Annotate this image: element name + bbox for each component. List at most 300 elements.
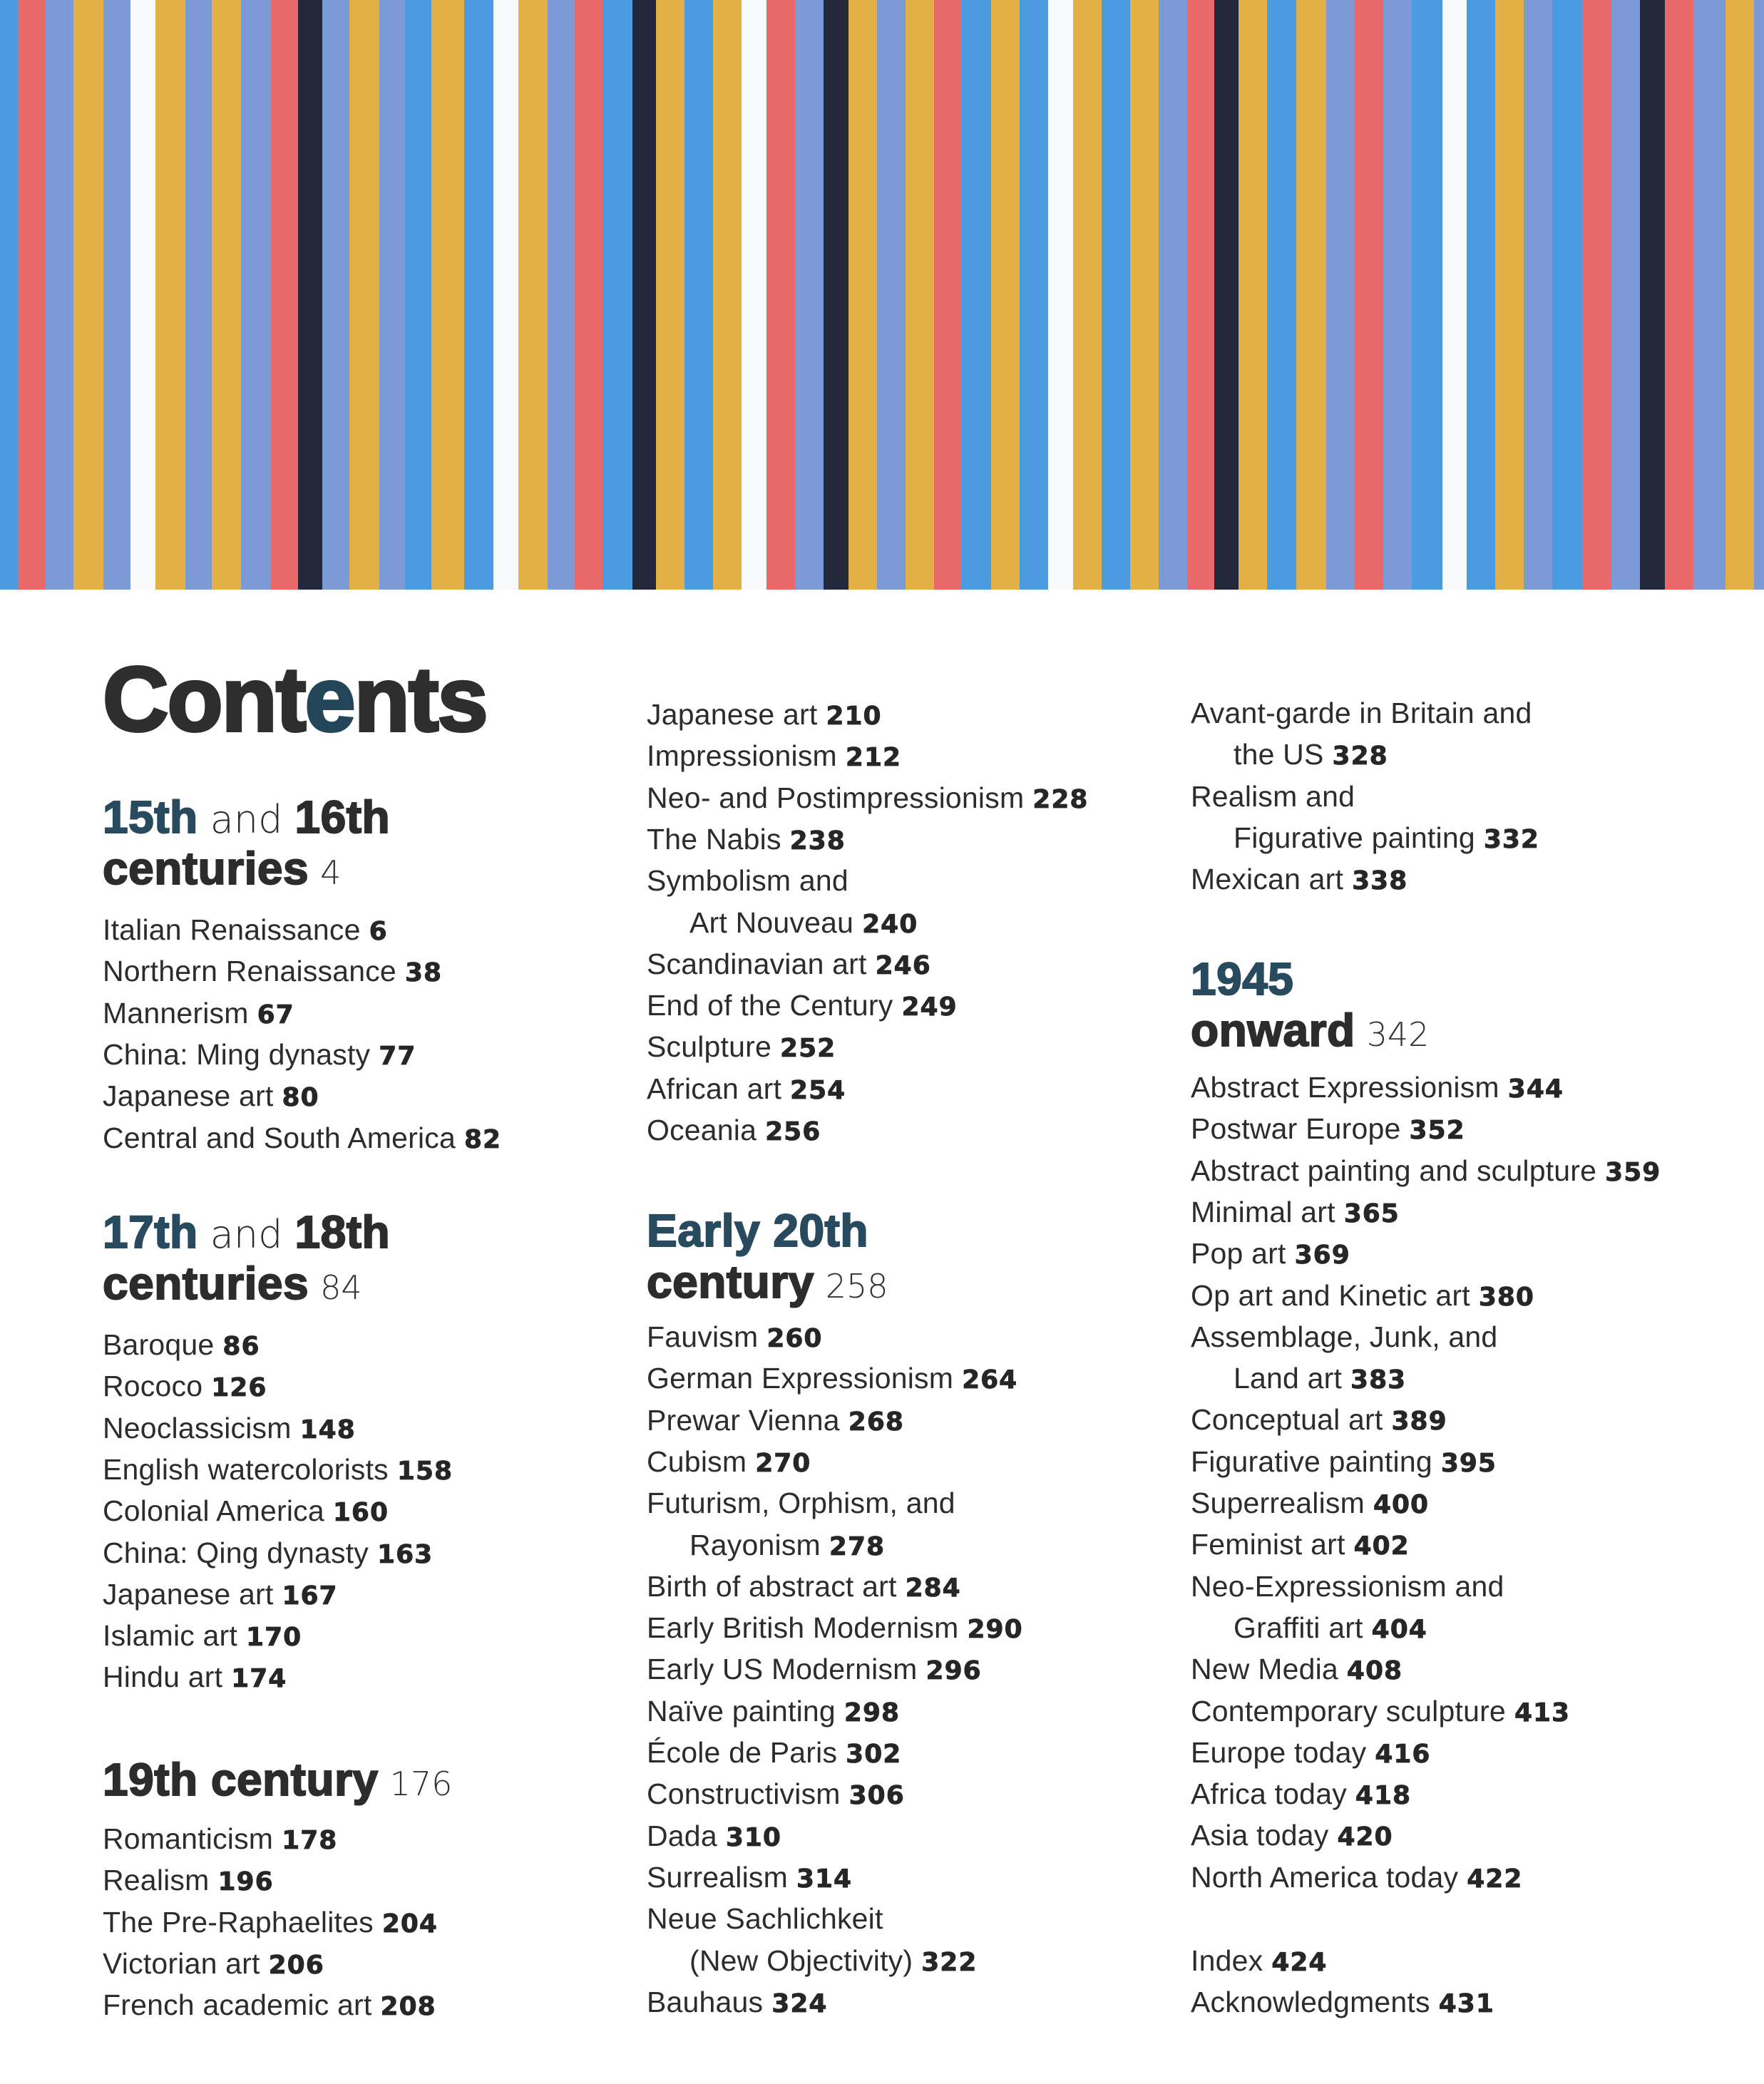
toc-entry[interactable]	[1191, 1399, 1447, 1442]
toc-entry-label: Surrealism	[647, 1860, 788, 1894]
toc-entry[interactable]	[647, 1316, 822, 1360]
toc-entry-label: English watercolorists	[103, 1452, 389, 1486]
toc-entry[interactable]	[103, 1532, 433, 1576]
toc-entry-label: North America today	[1191, 1860, 1459, 1894]
stripe-blue	[405, 0, 431, 590]
section-heading	[647, 1256, 888, 1320]
toc-entry-page-number: 290	[967, 1615, 1023, 1645]
section-heading-text: onward	[1191, 1005, 1355, 1056]
stripe-blue	[1412, 0, 1442, 590]
toc-entry[interactable]	[1191, 858, 1407, 902]
toc-entry[interactable]	[1191, 692, 1532, 734]
toc-entry[interactable]	[1191, 734, 1388, 777]
toc-entry-label: Prewar Vienna	[647, 1403, 840, 1437]
section-heading-text: 17th	[103, 1206, 198, 1258]
toc-entry-page-number: 344	[1507, 1074, 1564, 1104]
toc-entry-label: Central and South America	[103, 1121, 456, 1154]
stripe-periwinkle	[795, 0, 824, 590]
toc-entry[interactable]	[647, 735, 901, 779]
stripe-gold	[1725, 0, 1754, 590]
toc-entry-page-number: 395	[1440, 1448, 1497, 1478]
section-heading-connector: and	[198, 797, 295, 842]
header-stripe-artwork	[0, 0, 1764, 590]
section-heading	[1191, 1005, 1429, 1069]
stripe-blue	[1267, 0, 1296, 590]
toc-entry[interactable]	[1191, 1690, 1570, 1734]
section-heading-text: centuries	[103, 843, 309, 894]
section-page-number: 176	[389, 1765, 453, 1803]
toc-entry[interactable]	[103, 1075, 319, 1119]
stripe-periwinkle	[1326, 0, 1355, 590]
toc-entry-label: African art	[647, 1072, 782, 1105]
toc-entry-label: Index	[1191, 1944, 1263, 1977]
stripe-navy	[824, 0, 848, 590]
toc-entry-page-number: 6	[369, 917, 388, 946]
toc-entry-page-number: 82	[464, 1124, 502, 1154]
stripe-navy	[298, 0, 322, 590]
stripe-navy	[632, 0, 656, 590]
toc-entry-page-number: 80	[282, 1083, 319, 1113]
stripe-blue	[1020, 0, 1048, 590]
toc-entry[interactable]	[1191, 1150, 1661, 1194]
toc-entry-label: Neue Sachlichkeit	[647, 1902, 883, 1936]
toc-entry[interactable]	[103, 909, 388, 953]
toc-entry-label: École de Paris	[647, 1736, 838, 1769]
toc-entry-label: French academic art	[103, 1988, 372, 2022]
stripe-periwinkle	[548, 0, 575, 590]
toc-entry-page-number: 324	[771, 1988, 828, 2018]
stripe-periwinkle	[1159, 0, 1187, 590]
section-heading	[103, 843, 341, 907]
toc-entry-page-number: 284	[905, 1573, 961, 1603]
toc-entry-page-number: 408	[1346, 1656, 1403, 1686]
toc-entry-label: Sculpture	[647, 1030, 772, 1064]
toc-entry[interactable]	[647, 818, 846, 862]
toc-entry-label: The Nabis	[647, 822, 781, 856]
toc-entry-page-number: 254	[790, 1075, 846, 1105]
toc-entry[interactable]	[103, 1615, 302, 1658]
toc-entry-label: Africa today	[1191, 1777, 1347, 1811]
toc-entry-page-number: 422	[1467, 1864, 1523, 1894]
toc-entry[interactable]	[103, 1574, 338, 1617]
stripe-gold	[906, 0, 934, 590]
toc-entry-label: Dada	[647, 1819, 717, 1852]
toc-entry-page-number: 228	[1032, 784, 1089, 814]
stripe-periwinkle	[241, 0, 271, 590]
stripe-white	[1048, 0, 1073, 590]
section-page-number: 84	[320, 1268, 362, 1307]
section-heading	[103, 1258, 362, 1322]
toc-entry-page-number: 206	[268, 1950, 324, 1980]
section-heading	[103, 1754, 452, 1818]
toc-entry[interactable]	[103, 1984, 436, 2028]
stripe-periwinkle	[103, 0, 130, 590]
toc-entry[interactable]	[647, 943, 931, 987]
toc-entry[interactable]	[647, 694, 882, 737]
toc-entry-label: New Media	[1191, 1653, 1338, 1686]
stripe-gold	[713, 0, 742, 590]
toc-entry[interactable]	[1191, 1940, 1327, 1983]
stripe-gold	[1239, 0, 1267, 590]
stripe-blue	[602, 0, 632, 590]
stripe-periwinkle	[1611, 0, 1640, 590]
stripe-periwinkle	[322, 0, 349, 590]
toc-entry-label: Northern Renaissance	[103, 955, 396, 988]
toc-entry-page-number: 400	[1373, 1490, 1430, 1519]
title-part: Cont	[103, 649, 305, 751]
toc-entry-page-number: 306	[848, 1781, 905, 1811]
toc-entry-label: Land art	[1234, 1362, 1343, 1395]
toc-entry[interactable]	[647, 1068, 846, 1112]
toc-entry-page-number: 268	[848, 1407, 904, 1437]
toc-entry-label: Avant-garde in Britain and	[1191, 697, 1532, 729]
toc-entry-page-number: 332	[1483, 824, 1539, 854]
stripe-red	[18, 0, 46, 590]
stripe-navy	[1640, 0, 1665, 590]
toc-entry-label: End of the Century	[647, 989, 893, 1022]
toc-entry[interactable]	[103, 1407, 356, 1451]
stripe-white	[1442, 0, 1467, 590]
toc-entry[interactable]	[1191, 1732, 1430, 1775]
toc-entry-label: Hindu art	[103, 1660, 223, 1694]
stripe-red	[271, 0, 298, 590]
toc-entry[interactable]	[647, 1648, 982, 1692]
stripe-gold	[518, 0, 548, 590]
toc-entry[interactable]	[1191, 817, 1539, 861]
stripe-white	[130, 0, 155, 590]
toc-entry-page-number: 413	[1514, 1698, 1571, 1728]
toc-entry[interactable]	[103, 1365, 267, 1409]
toc-entry-page-number: 431	[1438, 1989, 1494, 2019]
toc-entry-page-number: 160	[332, 1498, 389, 1528]
toc-entry-page-number: 67	[257, 1000, 294, 1030]
toc-entry-page-number: 208	[380, 1992, 436, 2022]
toc-entry-page-number: 404	[1371, 1614, 1427, 1644]
toc-entry[interactable]	[103, 1324, 260, 1367]
toc-entry-page-number: 163	[377, 1539, 434, 1569]
toc-entry-label: Neoclassicism	[103, 1411, 292, 1444]
stripe-blue	[1102, 0, 1130, 590]
stripe-periwinkle	[379, 0, 405, 590]
toc-entry-label: German Expressionism	[647, 1362, 954, 1395]
toc-entry-page-number: 314	[796, 1864, 853, 1894]
toc-entry[interactable]	[647, 1026, 836, 1069]
toc-entry[interactable]	[1191, 1357, 1406, 1401]
stripe-red	[575, 0, 602, 590]
toc-entry[interactable]	[647, 1981, 827, 2025]
toc-entry[interactable]	[647, 1357, 1017, 1401]
toc-entry-label: Contemporary sculpture	[1191, 1694, 1506, 1728]
section-heading-text: 19th century	[103, 1754, 379, 1805]
toc-entry-label: China: Qing dynasty	[103, 1536, 369, 1569]
toc-entry-page-number: 178	[282, 1826, 338, 1855]
toc-entry-label: Victorian art	[103, 1946, 260, 1980]
toc-entry-label: Futurism, Orphism, and	[647, 1487, 955, 1520]
toc-entry[interactable]	[1191, 1981, 1494, 2025]
toc-entry-label: Baroque	[103, 1328, 215, 1361]
toc-entry[interactable]	[647, 1940, 977, 1983]
stripe-gold	[1130, 0, 1159, 590]
toc-entry-label: Minimal art	[1191, 1195, 1335, 1228]
toc-entry-label: Abstract Expressionism	[1191, 1071, 1499, 1104]
toc-entry-label: Naïve painting	[647, 1694, 836, 1728]
toc-entry[interactable]	[647, 777, 1088, 821]
toc-entry-page-number: 310	[725, 1822, 781, 1852]
toc-entry-page-number: 167	[282, 1581, 338, 1611]
toc-entry[interactable]	[103, 1034, 416, 1077]
page-title	[103, 649, 487, 751]
toc-entry-label: Feminist art	[1191, 1528, 1345, 1561]
stripe-gold	[349, 0, 379, 590]
toc-entry-label: Europe today	[1191, 1735, 1367, 1769]
toc-entry[interactable]	[1191, 1524, 1410, 1567]
toc-entry-label: the US	[1234, 738, 1324, 771]
stripe-white	[493, 0, 518, 590]
toc-entry[interactable]	[1191, 1814, 1393, 1858]
toc-entry-page-number: 352	[1409, 1116, 1465, 1146]
toc-entry[interactable]	[103, 1943, 324, 1986]
toc-entry-label: Neo-Expressionism and	[1191, 1569, 1504, 1603]
toc-entry[interactable]	[103, 1117, 501, 1161]
toc-entry[interactable]	[103, 1818, 337, 1862]
toc-entry-label: Op art and Kinetic art	[1191, 1278, 1470, 1312]
toc-entry[interactable]	[1191, 1108, 1465, 1151]
toc-entry[interactable]	[103, 1490, 389, 1534]
toc-entry[interactable]	[1191, 1441, 1497, 1484]
toc-entry[interactable]	[647, 1441, 811, 1484]
toc-entry-label: Islamic art	[103, 1619, 238, 1653]
toc-entry-page-number: 126	[211, 1373, 267, 1403]
toc-entry-label: Acknowledgments	[1191, 1986, 1430, 2019]
stripe-gold	[212, 0, 241, 590]
toc-entry[interactable]	[103, 992, 294, 1036]
stripe-blue	[1467, 0, 1495, 590]
title-part: nts	[354, 649, 487, 751]
toc-entry-label: Asia today	[1191, 1819, 1329, 1852]
stripe-red	[1665, 0, 1693, 590]
toc-entry[interactable]	[647, 860, 848, 901]
toc-entry[interactable]	[647, 1690, 900, 1734]
toc-entry[interactable]	[103, 1449, 453, 1492]
toc-entry[interactable]	[647, 1566, 961, 1609]
toc-entry[interactable]	[1191, 1316, 1497, 1357]
toc-entry-label: Mannerism	[103, 996, 249, 1030]
toc-entry-page-number: 148	[299, 1415, 356, 1444]
stripe-red	[934, 0, 961, 590]
toc-entry-label: Figurative painting	[1234, 821, 1475, 854]
section-heading-text: century	[647, 1256, 814, 1308]
toc-entry-page-number: 389	[1391, 1407, 1447, 1437]
stripe-periwinkle	[1524, 0, 1552, 590]
stripe-red	[766, 0, 795, 590]
stripe-red	[1583, 0, 1611, 590]
section-heading-text: centuries	[103, 1258, 309, 1309]
toc-entry-page-number: 338	[1352, 866, 1408, 896]
toc-entry-label: Mexican art	[1191, 863, 1344, 896]
stripe-blue	[464, 0, 493, 590]
section-heading-connector: and	[198, 1212, 295, 1257]
toc-entry-label: Early US Modernism	[647, 1653, 918, 1686]
toc-entry-label: Fauvism	[647, 1320, 759, 1353]
toc-entry-label: Colonial America	[103, 1494, 324, 1528]
toc-entry[interactable]	[647, 1898, 883, 1939]
toc-entry-label: Bauhaus	[647, 1985, 764, 2018]
toc-entry-label: Assemblage, Junk, and	[1191, 1320, 1498, 1353]
title-accent-letter: e	[304, 649, 354, 751]
toc-entry-label: Impressionism	[647, 739, 837, 773]
toc-entry-page-number: 212	[845, 743, 902, 773]
toc-entry-label: Japanese art	[103, 1577, 274, 1611]
stripe-blue	[961, 0, 991, 590]
stripe-red	[1187, 0, 1214, 590]
toc-entry-page-number: 270	[755, 1448, 811, 1478]
toc-entry-page-number: 196	[217, 1867, 274, 1897]
stripe-gold	[848, 0, 877, 590]
toc-entry-page-number: 418	[1355, 1781, 1412, 1811]
toc-entry[interactable]	[647, 1607, 1023, 1651]
toc-entry[interactable]	[647, 1732, 901, 1775]
toc-entry-page-number: 298	[843, 1698, 901, 1728]
toc-entry-label: Scandinavian art	[647, 947, 867, 980]
toc-entry-page-number: 424	[1271, 1948, 1328, 1977]
toc-entry-label: Oceania	[647, 1114, 757, 1146]
toc-entry-page-number: 38	[404, 958, 443, 988]
toc-entry[interactable]	[647, 1773, 905, 1817]
section-heading-text: Early 20th	[647, 1205, 868, 1256]
toc-entry[interactable]	[1191, 1191, 1400, 1235]
section-page-number: 4	[320, 853, 342, 892]
section-heading-text: 18th	[294, 1206, 391, 1258]
stripe-periwinkle	[1754, 0, 1764, 590]
toc-entry-page-number: 420	[1337, 1822, 1393, 1852]
stripe-gold	[1296, 0, 1326, 590]
toc-entry-label: Constructivism	[647, 1777, 841, 1811]
toc-entry[interactable]	[1191, 1648, 1403, 1692]
toc-entry[interactable]	[1191, 776, 1355, 817]
toc-entry-label: Italian Renaissance	[103, 913, 361, 946]
toc-entry[interactable]	[647, 1109, 821, 1153]
toc-entry-page-number: 369	[1294, 1241, 1350, 1271]
toc-entry-page-number: 86	[222, 1332, 260, 1361]
toc-entry-label: Art Nouveau	[689, 905, 854, 939]
stripe-periwinkle	[1383, 0, 1412, 590]
toc-entry[interactable]	[1191, 1067, 1564, 1110]
toc-entry-page-number: 174	[231, 1664, 287, 1694]
toc-entry[interactable]	[647, 1857, 852, 1900]
toc-entry[interactable]	[647, 902, 918, 945]
toc-entry-page-number: 77	[379, 1041, 416, 1071]
toc-entry[interactable]	[1191, 1482, 1429, 1526]
section-page-number: 258	[825, 1267, 888, 1305]
section-page-number: 342	[1366, 1015, 1430, 1054]
toc-entry[interactable]	[103, 1656, 287, 1700]
stripe-periwinkle	[877, 0, 906, 590]
toc-entry-page-number: 402	[1353, 1531, 1410, 1561]
stripe-gold	[431, 0, 464, 590]
toc-entry-label: Japanese art	[647, 698, 818, 731]
toc-entry-page-number: 278	[829, 1531, 886, 1561]
toc-entry[interactable]	[647, 985, 958, 1028]
toc-entry[interactable]	[103, 1859, 274, 1903]
toc-entry[interactable]	[1191, 1233, 1350, 1276]
stripe-blue	[1552, 0, 1583, 590]
toc-entry-page-number: 380	[1478, 1282, 1534, 1312]
toc-entry-page-number: 204	[381, 1909, 438, 1939]
toc-entry-page-number: 365	[1343, 1198, 1400, 1228]
toc-entry[interactable]	[103, 1901, 438, 1945]
toc-entry-page-number: 264	[962, 1365, 1018, 1395]
toc-entry-label: China: Ming dynasty	[103, 1037, 371, 1071]
stripe-blue	[684, 0, 713, 590]
stripe-white	[742, 0, 766, 590]
toc-entry-page-number: 210	[826, 702, 882, 731]
stripe-gold	[73, 0, 103, 590]
toc-entry-page-number: 416	[1375, 1739, 1431, 1769]
stripe-gold	[991, 0, 1020, 590]
toc-entry[interactable]	[1191, 1275, 1534, 1318]
toc-entry[interactable]	[1191, 1773, 1411, 1817]
toc-entry-label: Neo- and Postimpressionism	[647, 781, 1025, 814]
section-heading-text: 16th	[294, 791, 391, 843]
toc-entry-label: Realism and	[1191, 779, 1355, 813]
toc-entry[interactable]	[647, 1524, 885, 1568]
toc-entry-label: Conceptual art	[1191, 1403, 1383, 1437]
stripe-navy	[1214, 0, 1239, 590]
toc-entry-label: Graffiti art	[1234, 1611, 1363, 1644]
toc-entry-label: Birth of abstract art	[647, 1569, 897, 1603]
toc-entry-page-number: 170	[246, 1623, 302, 1653]
toc-entry[interactable]	[103, 950, 442, 994]
toc-entry-label: Early British Modernism	[647, 1611, 959, 1645]
toc-entry[interactable]	[1191, 1566, 1504, 1607]
stripe-gold	[656, 0, 684, 590]
stripe-gold	[1495, 0, 1524, 590]
toc-entry[interactable]	[647, 1400, 904, 1443]
toc-entry[interactable]	[647, 1815, 781, 1859]
stripe-gold	[1073, 0, 1102, 590]
section-heading-text: 15th	[103, 791, 198, 843]
stripe-periwinkle	[1693, 0, 1725, 590]
toc-entry[interactable]	[647, 1482, 955, 1524]
toc-entry-page-number: 256	[765, 1117, 821, 1146]
toc-entry-page-number: 322	[921, 1947, 978, 1977]
stripe-blue	[0, 0, 18, 590]
toc-entry-page-number: 238	[789, 826, 846, 856]
stripe-periwinkle	[185, 0, 212, 590]
toc-entry-label: Figurative painting	[1191, 1444, 1432, 1478]
stripe-gold	[155, 0, 185, 590]
toc-entry-page-number: 249	[901, 992, 958, 1022]
toc-entry-label: Cubism	[647, 1444, 747, 1478]
toc-entry-label: Superrealism	[1191, 1487, 1365, 1519]
toc-entry-page-number: 296	[925, 1656, 982, 1686]
toc-entry-label: Postwar Europe	[1191, 1112, 1401, 1146]
toc-entry-label: Rococo	[103, 1370, 203, 1403]
toc-entry[interactable]	[1191, 1607, 1427, 1651]
toc-entry-label: Romanticism	[103, 1822, 274, 1855]
toc-entry[interactable]	[1191, 1857, 1522, 1900]
toc-entry-label: Japanese art	[103, 1079, 274, 1113]
section-heading-text: 1945	[1191, 953, 1294, 1005]
toc-entry-label: (New Objectivity)	[689, 1944, 913, 1977]
toc-entry-label: Realism	[103, 1864, 210, 1897]
toc-entry-page-number: 328	[1332, 741, 1388, 771]
toc-entry-page-number: 158	[396, 1456, 453, 1486]
toc-entry-label: Symbolism and	[647, 864, 848, 898]
toc-entry-page-number: 240	[862, 909, 918, 939]
stripe-red	[1355, 0, 1383, 590]
stripe-periwinkle	[46, 0, 73, 590]
